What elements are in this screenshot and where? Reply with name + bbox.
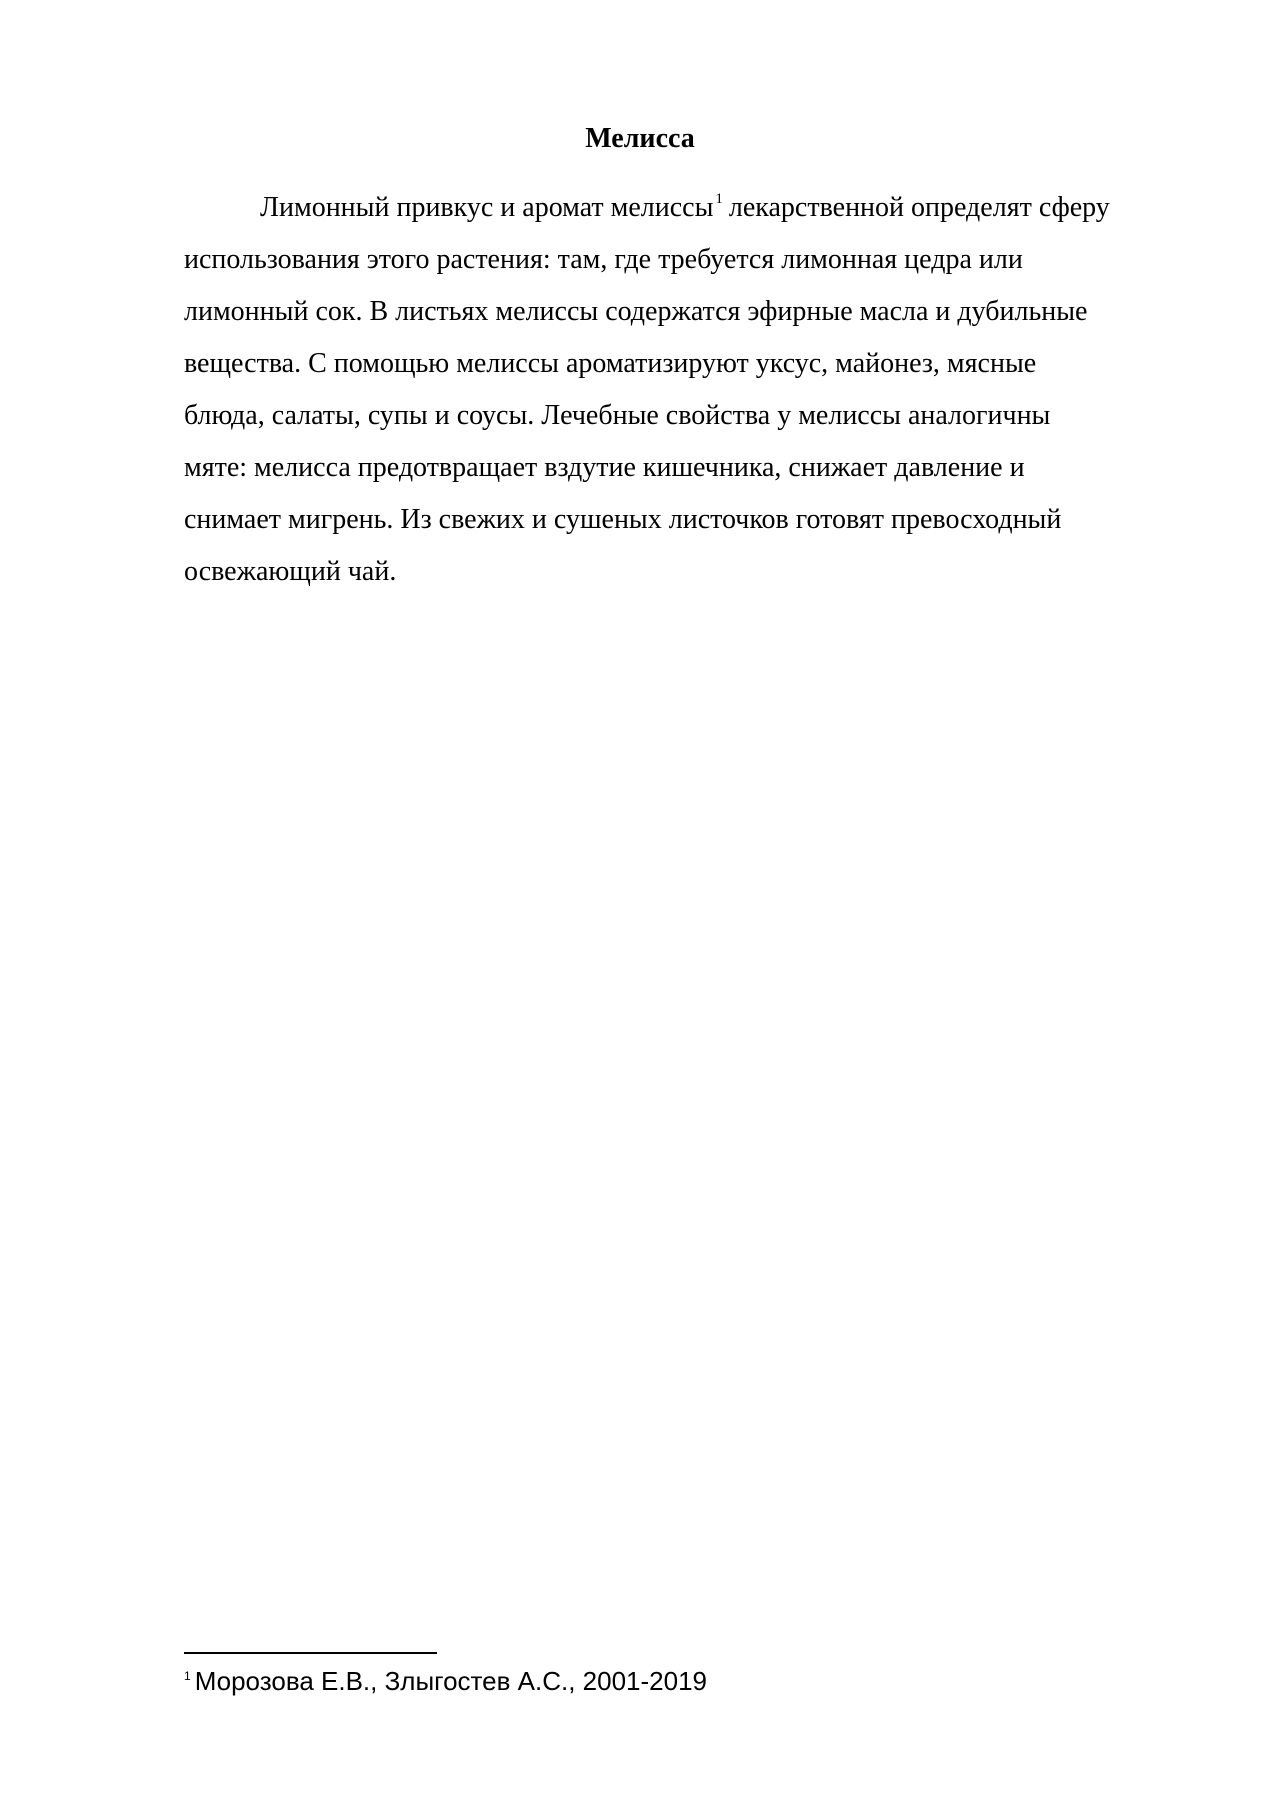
paragraph-line-text: лекарственной определят сферу [728,192,1110,223]
paragraph-line [184,182,1184,234]
body-paragraph [184,182,1184,598]
paragraph-line: лимонный сок. В листьях мелиссы содержатся эфирные масла и дубильные [184,296,1088,327]
paragraph-line: блюда, салаты, супы и соусы. Лечебные свойства у мелиссы аналогичны [184,400,1051,431]
paragraph-line: использования этого растения: там, где требуется лимонная цедра или [184,244,1023,275]
paragraph-line: мяте: мелисса предотвращает вздутие кишечника, снижает давление и [184,452,1025,483]
paragraph-line: вещества. С помощью мелиссы ароматизируют уксус, майонез, мясные [184,348,1037,379]
footnote-text: Морозова Е.В., Злыгостев А.С., 2001-2019 [194,1666,707,1696]
footnote-reference[interactable]: 1 [715,191,723,207]
paragraph-line: освежающий чай. [184,556,397,587]
paragraph-line-text: Лимонный привкус и аромат мелиссы [260,192,714,223]
footnote-mark: 1 [184,1669,191,1683]
footnote [184,1664,707,1698]
page-title: Мелисса [585,123,695,154]
paragraph-line: снимает мигрень. Из свежих и сушеных листочков готовят превосходный [184,504,1062,535]
footnote-separator [184,1652,437,1654]
